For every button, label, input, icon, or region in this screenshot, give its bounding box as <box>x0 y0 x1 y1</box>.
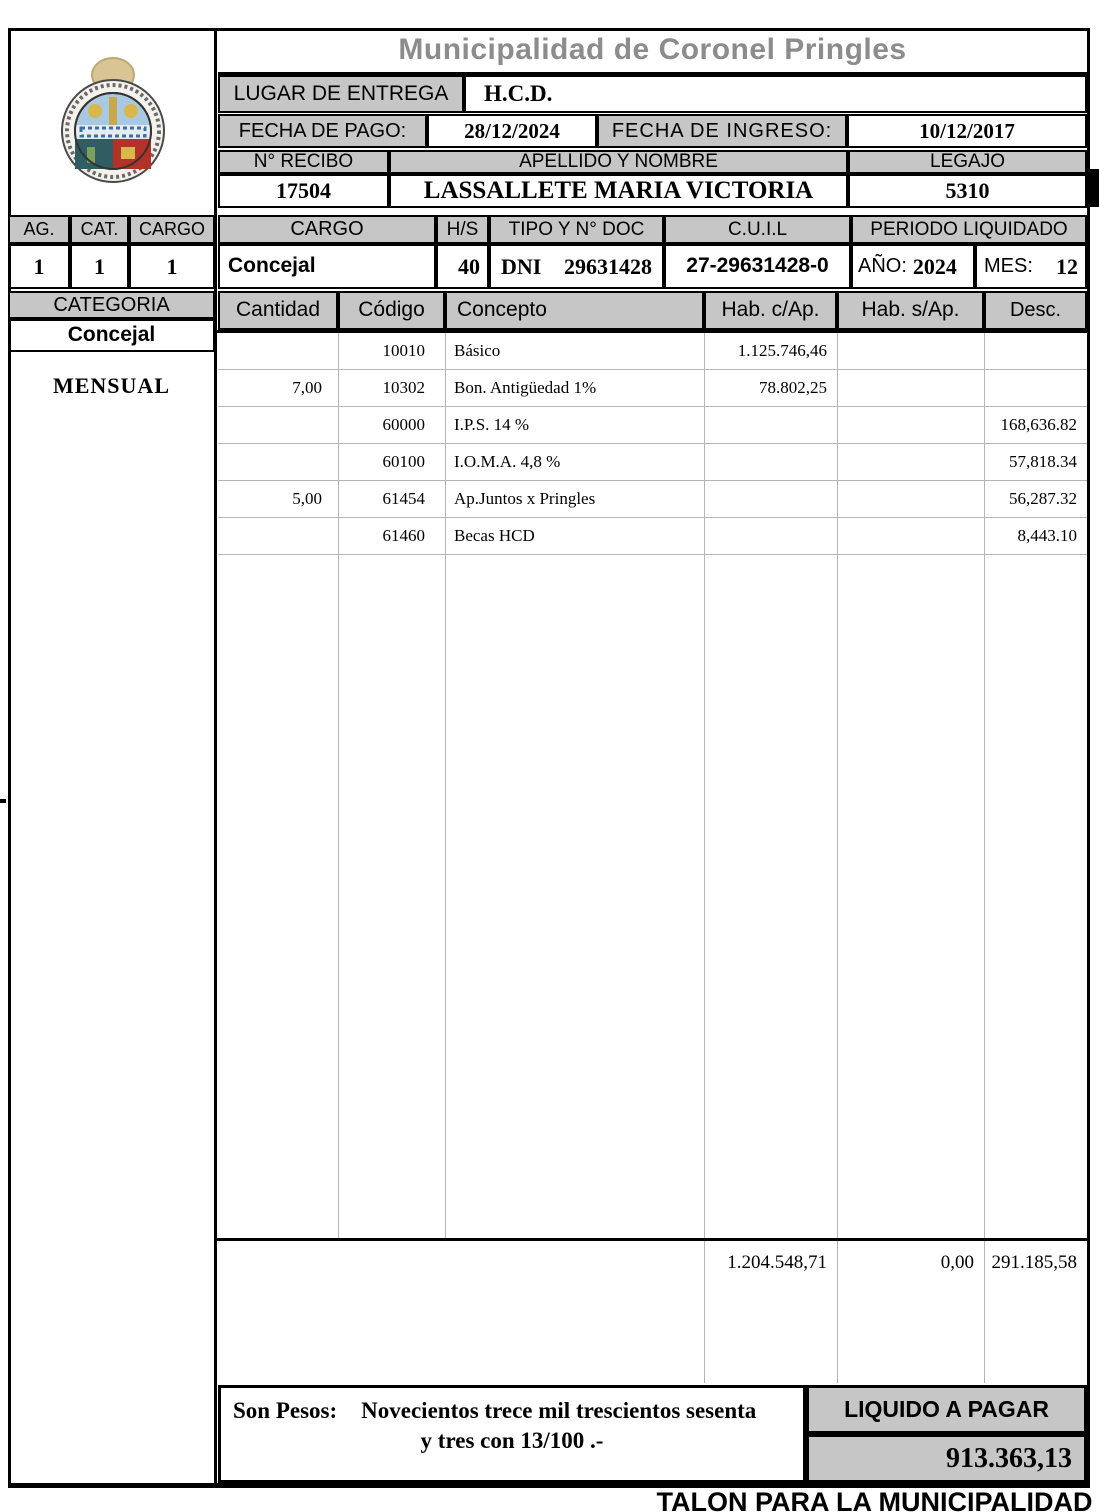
recibo-value: 17504 <box>218 174 389 208</box>
son-pesos-line1: Novecientos trece mil trescientos sesenta <box>361 1398 757 1423</box>
regimen-value: MENSUAL <box>52 373 170 399</box>
legajo-value: 5310 <box>848 174 1087 208</box>
cell-hab-s <box>837 481 984 517</box>
recibo-label: N° RECIBO <box>218 150 389 174</box>
cell-codigo: 60000 <box>382 415 425 434</box>
totals-spacer <box>218 1241 704 1285</box>
cell-hab-s <box>837 407 984 443</box>
anio-value: 2024 <box>912 253 957 279</box>
logo-box <box>11 31 214 213</box>
grid-line <box>984 1241 985 1383</box>
cell-hab-c: 1.125.746,46 <box>737 341 827 360</box>
nombre-value: LASSALLETE MARIA VICTORIA <box>389 174 848 208</box>
lugar-entrega-value: H.C.D. <box>464 75 1087 113</box>
fecha-ingreso-label: FECHA DE INGRESO: <box>597 114 847 148</box>
cuil-label: C.U.I.L <box>664 215 851 244</box>
son-pesos-box <box>218 1385 806 1483</box>
doc-value <box>489 244 664 289</box>
total-hab-s: 0,00 <box>940 1252 974 1273</box>
legajo-label: LEGAJO <box>848 150 1087 174</box>
liquido-a-pagar-value: 913.363,13 <box>806 1434 1087 1483</box>
scan-mark <box>1085 169 1099 207</box>
mes-label: MES: <box>984 255 1033 277</box>
col-header-concepto: Concepto <box>445 291 704 330</box>
fecha-pago-label: FECHA DE PAGO: <box>218 114 427 148</box>
nombre-label: APELLIDO Y NOMBRE <box>389 150 848 174</box>
cell-cantidad <box>218 518 338 554</box>
table-row <box>218 333 1087 370</box>
grid-line <box>445 333 446 1238</box>
categoria-label: CATEGORIA <box>8 291 215 319</box>
anio-label: AÑO: <box>858 255 907 277</box>
doc-number: 29631428 <box>564 253 652 279</box>
grid-line <box>704 1241 705 1383</box>
mes-cell <box>975 244 1087 289</box>
fecha-ingreso-value: 10/12/2017 <box>847 114 1087 148</box>
cell-cantidad <box>218 444 338 480</box>
concept-detail-area <box>218 333 1087 1238</box>
talon-caption: TALON PARA LA MUNICIPALIDAD <box>656 1487 1093 1512</box>
grid-line <box>984 333 985 1238</box>
cat-label: CAT. <box>70 215 129 244</box>
col-header-desc: Desc. <box>984 291 1087 330</box>
ag-label: AG. <box>8 215 70 244</box>
cell-hab-c <box>704 407 837 443</box>
table-row <box>218 370 1087 407</box>
cell-codigo: 10302 <box>382 378 425 397</box>
cell-hab-c <box>704 481 837 517</box>
cell-hab-s <box>837 370 984 406</box>
cell-codigo: 61460 <box>382 526 425 545</box>
table-row <box>218 518 1087 555</box>
col-header-hab-c: Hab. c/Ap. <box>704 291 837 330</box>
cargo-label: CARGO <box>218 215 436 244</box>
mes-value: 12 <box>1056 253 1078 279</box>
cargo-num-value: 1 <box>129 244 215 289</box>
col-header-hab-s: Hab. s/Ap. <box>837 291 984 330</box>
cell-concepto: Bon. Antigüedad 1% <box>454 378 597 397</box>
cell-concepto: I.P.S. 14 % <box>454 415 530 434</box>
doc-label: TIPO Y N° DOC <box>489 215 664 244</box>
cell-desc: 56,287.32 <box>1009 489 1077 508</box>
totals-area <box>218 1241 1087 1383</box>
totals-row <box>218 1241 1087 1285</box>
cell-codigo: 61454 <box>382 489 425 508</box>
anio-cell <box>851 244 975 289</box>
hs-value: 40 <box>436 244 489 289</box>
cell-cantidad <box>218 407 338 443</box>
cell-concepto: Ap.Juntos x Pringles <box>454 489 596 508</box>
son-pesos-line2: y tres con 13/100 .- <box>420 1428 604 1453</box>
cell-hab-c: 78.802,25 <box>759 378 827 397</box>
cell-cantidad: 7,00 <box>292 378 322 397</box>
municipal-seal-image <box>57 55 169 189</box>
cell-cantidad <box>218 333 338 369</box>
table-row <box>218 444 1087 481</box>
table-row <box>218 481 1087 518</box>
cell-hab-c <box>704 444 837 480</box>
col-header-cantidad: Cantidad <box>218 291 338 330</box>
cell-hab-s <box>837 333 984 369</box>
cell-hab-c <box>704 518 837 554</box>
table-row <box>218 407 1087 444</box>
margin-tick <box>0 799 6 803</box>
cell-desc: 57,818.34 <box>1009 452 1077 471</box>
cell-concepto: Básico <box>454 341 501 360</box>
grid-line <box>837 1241 838 1383</box>
cuil-value: 27-29631428-0 <box>664 244 851 289</box>
categoria-value: Concejal <box>8 319 215 352</box>
cell-desc <box>984 370 1087 406</box>
document-right-border <box>1087 28 1090 1483</box>
cell-desc: 8,443.10 <box>1017 526 1077 545</box>
total-hab-c: 1.204.548,71 <box>727 1252 827 1273</box>
cell-concepto: Becas HCD <box>454 526 535 545</box>
periodo-label: PERIODO LIQUIDADO <box>851 215 1087 244</box>
cell-codigo: 10010 <box>382 341 425 360</box>
col-header-codigo: Código <box>338 291 445 330</box>
cell-desc: 168,636.82 <box>1000 415 1077 434</box>
cell-hab-s <box>837 444 984 480</box>
grid-line <box>704 333 705 1238</box>
son-pesos-label: Son Pesos: <box>233 1398 338 1423</box>
cell-concepto: I.O.M.A. 4,8 % <box>454 452 561 471</box>
page-title: Municipalidad de Coronel Pringles <box>218 28 1087 75</box>
cell-hab-s <box>837 518 984 554</box>
doc-type: DNI <box>501 253 542 279</box>
liquido-a-pagar-label: LIQUIDO A PAGAR <box>806 1385 1087 1434</box>
cell-codigo: 60100 <box>382 452 425 471</box>
hs-label: H/S <box>436 215 489 244</box>
cargo-value: Concejal <box>218 244 436 289</box>
fecha-pago-value: 28/12/2024 <box>427 114 597 148</box>
total-desc: 291.185,58 <box>991 1252 1077 1273</box>
lugar-entrega-label: LUGAR DE ENTREGA <box>218 75 464 113</box>
cell-cantidad: 5,00 <box>292 489 322 508</box>
grid-line <box>837 333 838 1238</box>
cell-desc <box>984 333 1087 369</box>
grid-line <box>338 333 339 1238</box>
ag-value: 1 <box>8 244 70 289</box>
cat-value: 1 <box>70 244 129 289</box>
cargo-num-label: CARGO <box>129 215 215 244</box>
